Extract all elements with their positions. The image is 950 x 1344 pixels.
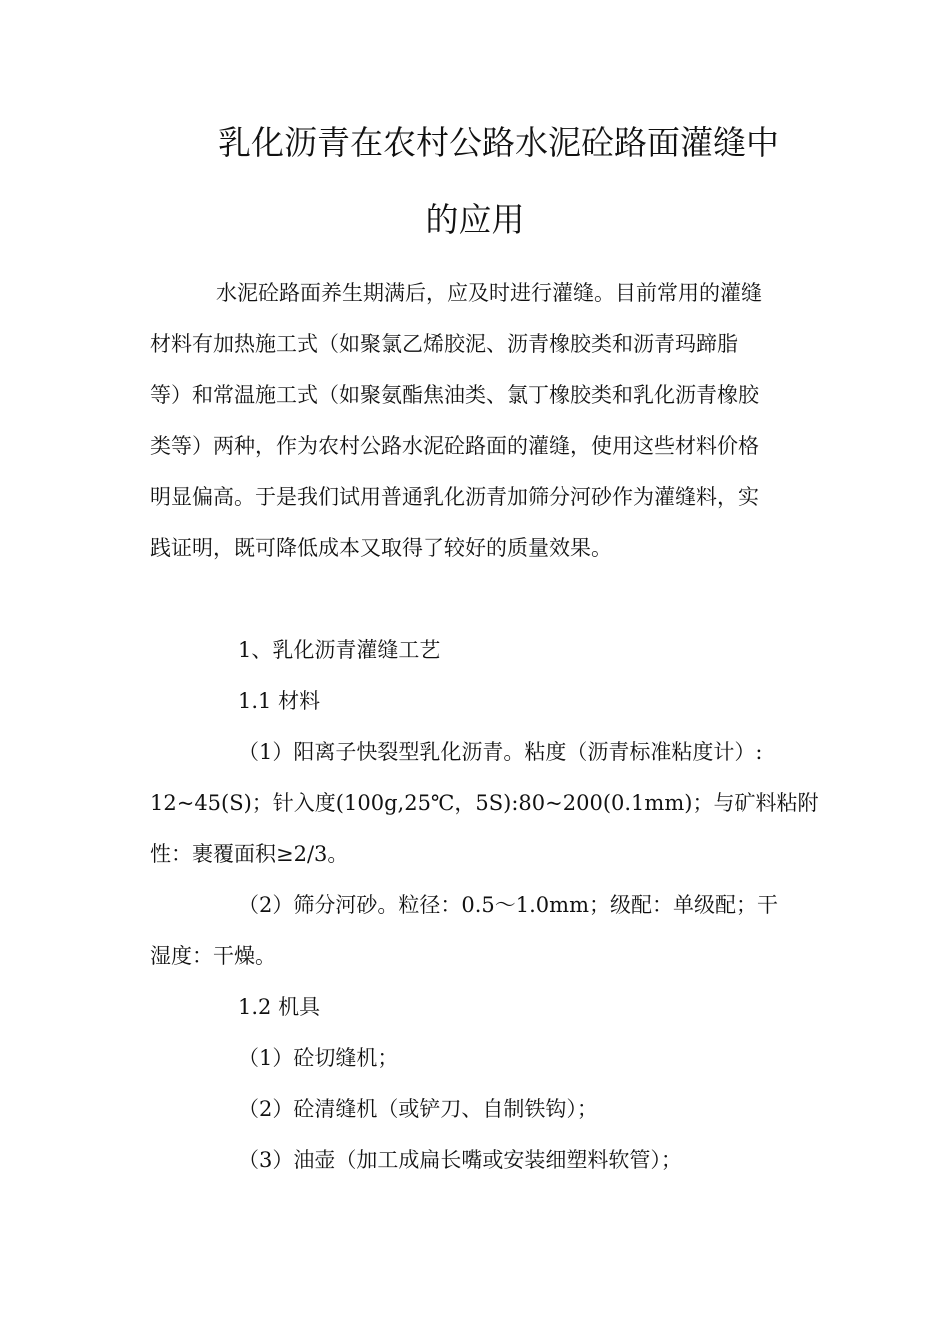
intro-line-6: 践证明，既可降低成本又取得了较好的质量效果。 <box>150 536 612 560</box>
intro-line-5: 明显偏高。于是我们试用普通乳化沥青加筛分河砂作为灌缝料，实 <box>150 485 759 509</box>
intro-line-2: 材料有加热施工式（如聚氯乙烯胶泥、沥青橡胶类和沥青玛蹄脂 <box>150 332 738 356</box>
material-2-line-1: （2）筛分河砂。粒径：0.5～1.0mm；级配：单级配；干 <box>238 893 778 917</box>
material-1-line-3: 性：裹覆面积≥2/3。 <box>150 842 349 866</box>
tool-item-1: （1）砼切缝机； <box>238 1046 399 1070</box>
intro-line-4: 类等）两种，作为农村公路水泥砼路面的灌缝，使用这些材料价格 <box>150 434 759 458</box>
title-line-2: 的应用 <box>425 200 525 239</box>
intro-line-3: 等）和常温施工式（如聚氨酯焦油类、氯丁橡胶类和乳化沥青橡胶 <box>150 383 759 407</box>
tool-item-3: （3）油壶（加工成扁长嘴或安装细塑料软管）； <box>238 1148 682 1172</box>
material-1-line-2: 12~45(S)；针入度(100g,25℃，5S):80~200(0.1mm)；与矿料粘附 <box>150 791 819 815</box>
section-heading: 1、乳化沥青灌缝工艺 <box>238 638 441 662</box>
tool-item-2: （2）砼清缝机（或铲刀、自制铁钩）； <box>238 1097 598 1121</box>
subsection-materials: 1.1 材料 <box>238 689 321 713</box>
intro-line-1: 水泥砼路面养生期满后，应及时进行灌缝。目前常用的灌缝 <box>216 281 762 305</box>
title-line-1: 乳化沥青在农村公路水泥砼路面灌缝中 <box>218 123 779 162</box>
material-2-line-2: 湿度：干燥。 <box>150 944 276 968</box>
subsection-tools: 1.2 机具 <box>238 995 321 1019</box>
material-1-line-1: （1）阳离子快裂型乳化沥青。粘度（沥青标准粘度计）: <box>238 740 763 764</box>
